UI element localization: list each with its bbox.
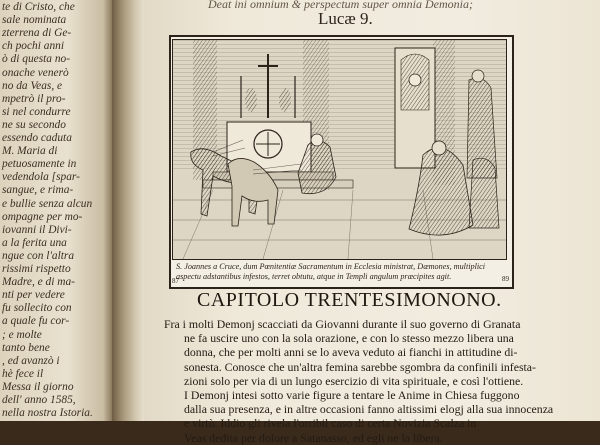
- left-page-line: ngue con l'altra: [2, 249, 75, 262]
- plate-caption-line: aspectu adstantibus infestos, terret obtutu, atque in Templi angulum præcipites agit.: [176, 272, 452, 281]
- right-page: [144, 0, 600, 445]
- left-page-line: ò di questa no-: [2, 53, 71, 66]
- body-line: donna, che per molti anni se lo aveva veduto ai fianchi in attitudine di-: [184, 345, 518, 360]
- body-line: e virtù. Iddio gli rivela l'orribil caso di certa Novizia Scalza in: [184, 416, 477, 431]
- plate-number-right: 89: [502, 275, 509, 283]
- left-page-line: hè fece il: [2, 367, 44, 380]
- body-line: sonesta. Conosce che un'altra femina sarebbe sgombra da confinili infesta-: [184, 359, 536, 374]
- left-page-line: nella nostra Istoria.: [2, 407, 93, 420]
- left-page-line: fu sollecito con: [2, 302, 72, 315]
- engraving-illustration: [173, 40, 506, 259]
- book-gutter: [112, 0, 144, 421]
- scripture-reference: Lucæ 9.: [318, 9, 373, 28]
- body-line: dalla sua presenza, e in altre occasioni fanno altissimi elogj alla sua innocenza: [184, 402, 554, 417]
- left-page-line: si nel condurre: [2, 105, 71, 118]
- left-page-line: dell' anno 1585,: [2, 394, 76, 406]
- body-line: Fra i molti Demonj scacciati da Giovanni durante il suo governo di Granata: [164, 317, 521, 331]
- left-page-line: petuosamente in: [2, 158, 77, 171]
- engraving-image: [172, 39, 507, 260]
- left-page-line: ; e molte: [2, 328, 42, 341]
- left-page-line: rissimi rispetto: [2, 263, 71, 275]
- left-page-line: M. Maria di: [2, 145, 58, 158]
- left-page-line: ch pochi anni: [2, 40, 65, 53]
- left-page-line: no da Veas, e: [2, 79, 63, 92]
- body-line: Veas dedita per dolore a Satanasso, ed egli ne la libera.: [184, 430, 443, 445]
- left-page-line: sangue, e rima-: [2, 184, 74, 197]
- left-page-line: e bullie senza alcun: [2, 197, 93, 210]
- header-quote: Deat ini omnium & perspectum super omnia Demonia;: [208, 0, 473, 11]
- left-page-line: a quale fu cor-: [2, 315, 70, 328]
- left-page-line: Madre, e di ma-: [2, 276, 75, 289]
- chapter-title: CAPITOLO TRENTESIMONONO.: [197, 289, 502, 311]
- left-page-line: iovanni il Divi-: [2, 223, 72, 236]
- left-page-line: vedendola [spar-: [2, 171, 80, 184]
- left-page: [0, 0, 112, 421]
- body-line: I Demonj intesi sotto varie figure a tentare le Anime in Chiesa fuggono: [184, 388, 520, 402]
- left-page-line: nti per vedere: [2, 289, 65, 302]
- left-page-line: zterrena di Ge-: [2, 27, 72, 40]
- left-page-line: , ed avanzò i: [2, 354, 60, 367]
- plate-number-left: 87: [172, 277, 179, 285]
- plate-caption-line: S. Joannes a Cruce, dum Pœnitentiæ Sacramentum in Ecclesia ministrat, Dæmones, multiplici: [176, 262, 486, 271]
- left-page-line: onache venerò: [2, 66, 69, 79]
- body-line: zioni solo per via di un lungo esercizio di vita spirituale, e così l'ottiene.: [184, 373, 524, 388]
- left-page-line: ne su secondo: [2, 118, 66, 131]
- left-page-line: ompagne per mo-: [2, 210, 83, 223]
- left-page-line: sale nominata: [2, 14, 67, 27]
- left-page-line: essendo caduta: [2, 132, 72, 144]
- left-page-line: tanto bene: [2, 341, 50, 354]
- body-line: ne fa uscire uno con la sola orazione, e con lo stesso mezzo libera una: [184, 331, 514, 346]
- left-page-line: a la ferita una: [2, 236, 67, 249]
- left-page-line: te di Cristo, che: [2, 1, 75, 13]
- left-page-line: mpetrò il pro-: [2, 92, 66, 105]
- left-page-line: Messa il giorno: [2, 380, 74, 393]
